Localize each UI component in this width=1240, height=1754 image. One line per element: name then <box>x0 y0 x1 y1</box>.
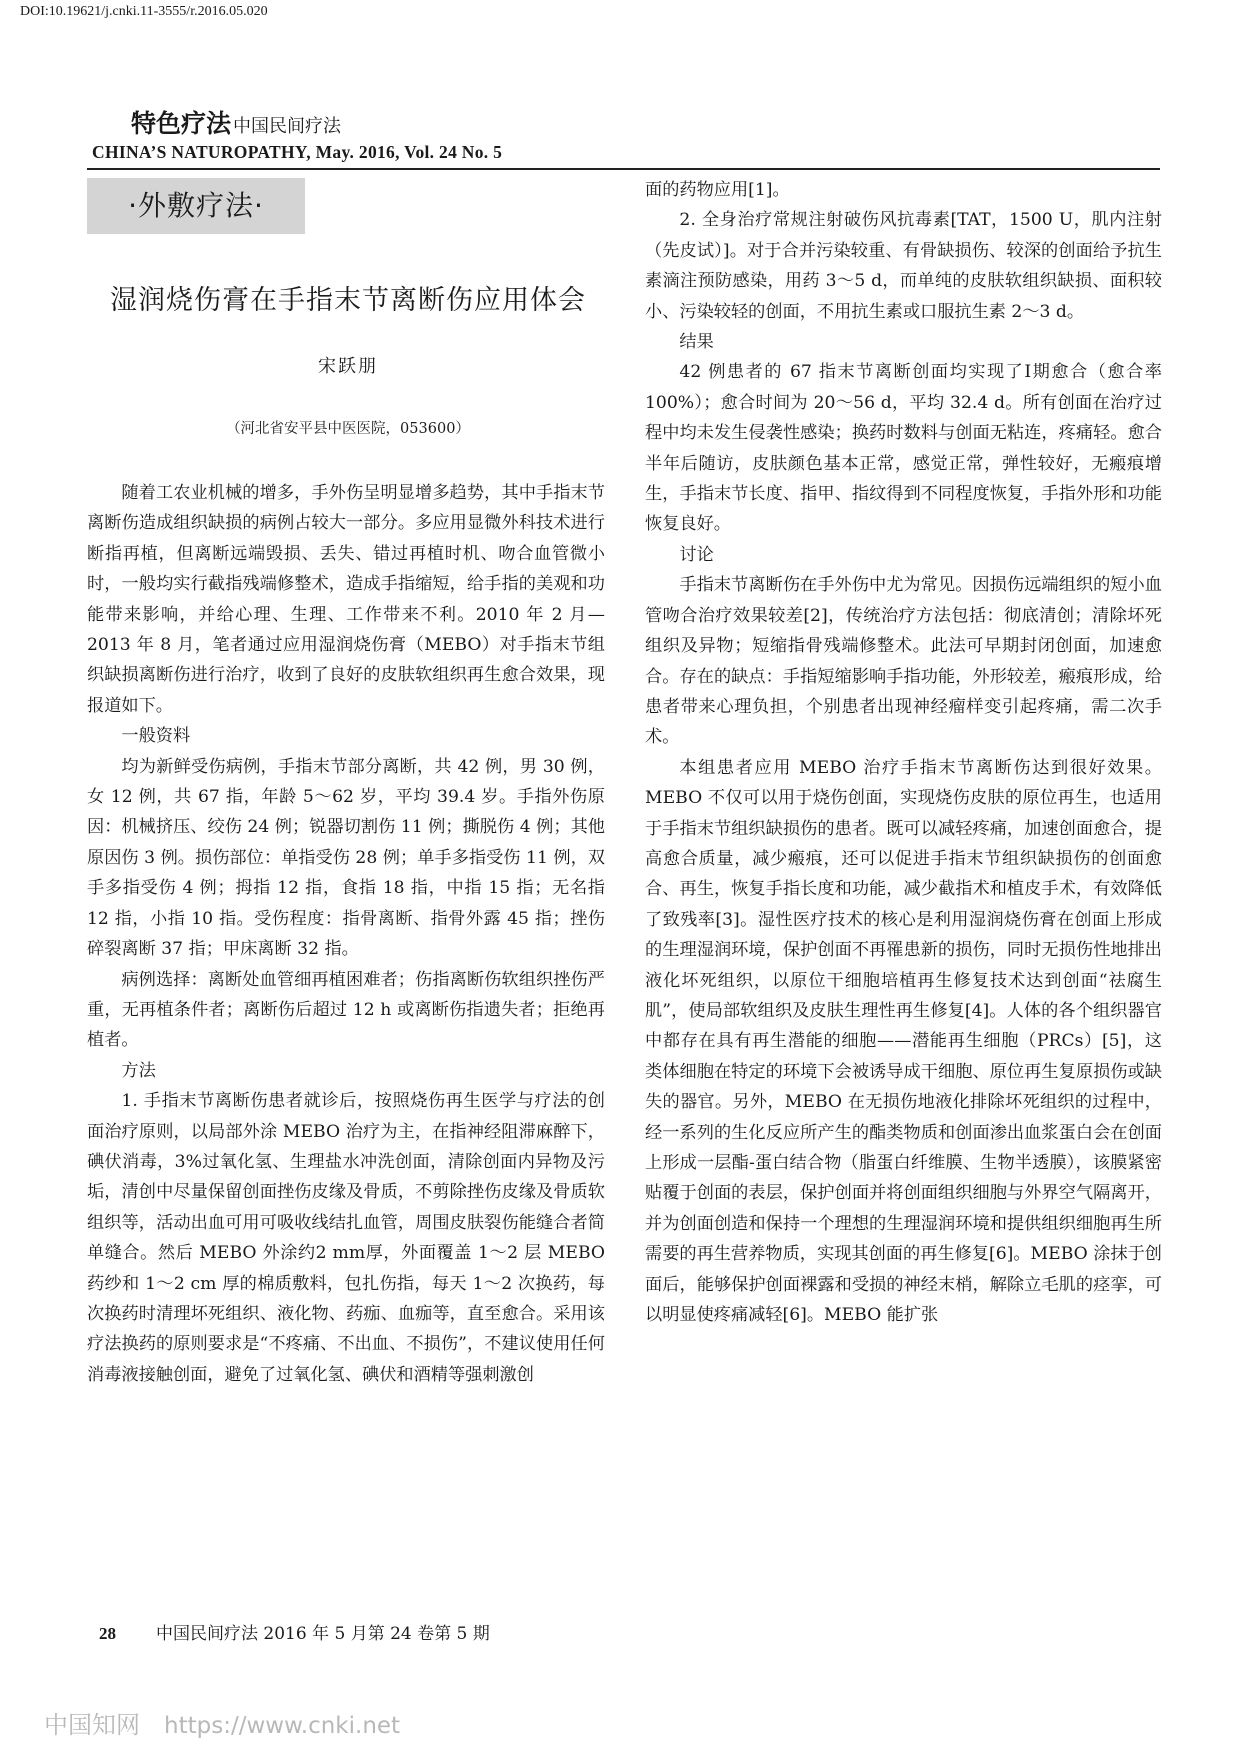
author-affiliation: （河北省安平县中医医院，053600） <box>226 421 470 437</box>
results-paragraph: 42 例患者的 67 指末节离断创面均实现了Ⅰ期愈合（愈合率 100%）；愈合时间为 20～56 d，平均 32.4 d。所有创面在治疗过程中均未发生侵袭性感染；换药时数料与创面无粘连，疼痛轻。愈合半年后随访，皮肤颜色基本正常，感觉正常，弹性较好，无瘢痕增生，手指末节长度、指甲、指纹得到不同程度恢复，手指外形和功能恢复良好。 <box>645 362 1162 535</box>
article-title: 湿润烧伤膏在手指末节离断伤应用体会 <box>110 285 586 316</box>
case-selection-paragraph: 病例选择：离断处血管细再植困难者；伤指离断伤软组织挫伤严重，无再植条件者；离断伤后超过 12 h 或离断伤指遗失者；拒绝再植者。 <box>87 969 605 1051</box>
left-column <box>87 478 605 1390</box>
heading-discussion: 讨论 <box>679 544 714 565</box>
heading-methods: 方法 <box>121 1060 156 1081</box>
category-label: ·外敷疗法· <box>128 189 264 222</box>
category-box <box>87 178 305 234</box>
heading-general-data: 一般资料 <box>121 726 191 747</box>
page-number: 28 <box>99 1624 116 1643</box>
footer-citation: 中国民间疗法 2016 年 5 月第 24 卷第 5 期 <box>156 1624 490 1644</box>
right-column <box>645 175 1162 1330</box>
page-footer <box>99 1619 490 1644</box>
methods-paragraph-2: 2. 全身治疗常规注射破伤风抗毒素[TAT，1500 U，肌内注射（先皮试）]。对于合并污染较重、有骨缺损伤、较深的创面给予抗生素滴注预防感染，用药 3～5 d，而单纯的皮肤软组织缺损、面积较小、污染较轻的创面，不用抗生素或口服抗生素 2～3 d。 <box>645 210 1162 322</box>
section-name: 特色疗法 <box>131 109 232 138</box>
general-data-paragraph: 均为新鲜受伤病例，手指末节部分离断，共 42 例，男 30 例，女 12 例，共 67 指，年龄 5～62 岁，平均 39.4 岁。手指外伤原因：机械挤压、绞伤 24 例；锐器切割伤 11 例；撕脱伤 4 例；其他原因伤 3 例。损伤部位：单指受伤 28 例；单手多指受伤 11 例，双手多指受伤 4 例；拇指 12 指，食指 18 指，中指 15 指；无名指 12 指，小指 10 指。受伤程度：指骨离断、指骨外露 45 指；挫伤碎裂离断 37 指；甲床离断 32 指。 <box>87 756 605 960</box>
watermark-url: https://www.cnki.net <box>164 1713 401 1739</box>
discussion-paragraph-1: 手指末节离断伤在手外伤中尤为常见。因损伤远端组织的短小血管吻合治疗效果较差[2]，传统治疗方法包括：彻底清创；清除坏死组织及异物；短缩指骨残端修整术。此法可早期封闭创面，加速愈合。存在的缺点：手指短缩影响手指功能，外形较差，瘢痕形成，给患者带来心理负担，个别患者出现神经瘤样变引起疼痛，需二次手术。 <box>645 575 1162 748</box>
watermark-brand: 中国知网 <box>44 1711 140 1739</box>
heading-results: 结果 <box>679 332 714 353</box>
journal-section-header <box>131 104 341 140</box>
journal-name-cn: 中国民间疗法 <box>233 116 342 137</box>
methods-continuation: 面的药物应用[1]。 <box>645 180 790 200</box>
methods-paragraph-1: 1. 手指末节离断伤患者就诊后，按照烧伤再生医学与疗法的创面治疗原则，以局部外涂 MEBO 治疗为主，在指神经阻滞麻醉下，碘伏消毒，3%过氧化氢、生理盐水冲洗创面，清除创面内异物及污垢，清创中尽量保留创面挫伤皮缘及骨质，不剪除挫伤皮缘及骨质软组织等，活动出血可用可吸收线结扎血管，周围皮肤裂伤能缝合者简单缝合。然后 MEBO 外涂约2 mm厚，外面覆盖 1～2 层 MEBO 药纱和 1～2 cm 厚的棉质敷料，包扎伤指，每天 1～2 次换药，每次换药时清理坏死组织、液化物、药痂、血痂等，直至愈合。采用该疗法换药的原则要求是“不疼痛、不出血、不损伤”，不建议使用任何消毒液接触创面，避免了过氧化氢、碘伏和酒精等强刺激创 <box>87 1091 605 1385</box>
journal-name-en: CHINA’S NATUROPATHY, May. 2016, Vol. 24 No. 5 <box>92 142 503 162</box>
intro-paragraph: 随着工农业机械的增多，手外伤呈明显增多趋势，其中手指末节离断伤造成组织缺损的病例占较大一部分。多应用显微外科技术进行断指再植，但离断远端毁损、丢失、错过再植时机、吻合血管微小时，一般均实行截指残端修整术，造成手指缩短，给手指的美观和功能带来影响，并给心理、生理、工作带来不利。2010 年 2 月—2013 年 8 月，笔者通过应用湿润烧伤膏（MEBO）对手指末节组织缺损离断伤进行治疗，收到了良好的皮肤软组织再生愈合效果，现报道如下。 <box>87 483 605 716</box>
discussion-paragraph-2: 本组患者应用 MEBO 治疗手指末节离断伤达到很好效果。MEBO 不仅可以用于烧伤创面，实现烧伤皮肤的原位再生，也适用于手指末节组织缺损伤的患者。既可以减轻疼痛，加速创面愈合，提高愈合质量，减少瘢痕，还可以促进手指末节组织缺损伤的创面愈合、再生，恢复手指长度和功能，减少截指术和植皮手术，有效降低了致残率[3]。湿性医疗技术的核心是利用湿润烧伤膏在创面上形成的生理湿润环境，保护创面不再罹患新的损伤，同时无损伤性地排出液化坏死组织，以原位干细胞培植再生修复技术达到创面“祛腐生肌”，使局部软组织及皮肤生理性再生修复[4]。人体的各个组织器官中都存在具有再生潜能的细胞——潜能再生细胞（PRCs）[5]，这类体细胞在特定的环境下会被诱导成干细胞、原位再生复原损伤或缺失的器官。另外，MEBO 在无损伤地液化排除坏死组织的过程中，经一系列的生化反应所产生的酯类物质和创面渗出血浆蛋白会在创面上形成一层酯-蛋白结合物（脂蛋白纤维膜、生物半透膜），该膜紧密贴覆于创面的表层，保护创面并将创面组织细胞与外界空气隔离开，并为创面创造和保持一个理想的生理湿润环境和提供组织细胞再生所需要的再生营养物质，实现其创面的再生修复[6]。MEBO 涂抹于创面后，能够保护创面裸露和受损的神经末梢，解除立毛肌的痉挛，可以明显使疼痛减轻[6]。MEBO 能扩张 <box>645 757 1162 1326</box>
cnki-watermark <box>44 1705 400 1740</box>
article-author: 宋跃朋 <box>318 356 378 377</box>
doi-line: DOI:10.19621/j.cnki.11-3555/r.2016.05.020 <box>20 4 268 19</box>
header-rule <box>87 168 1160 170</box>
